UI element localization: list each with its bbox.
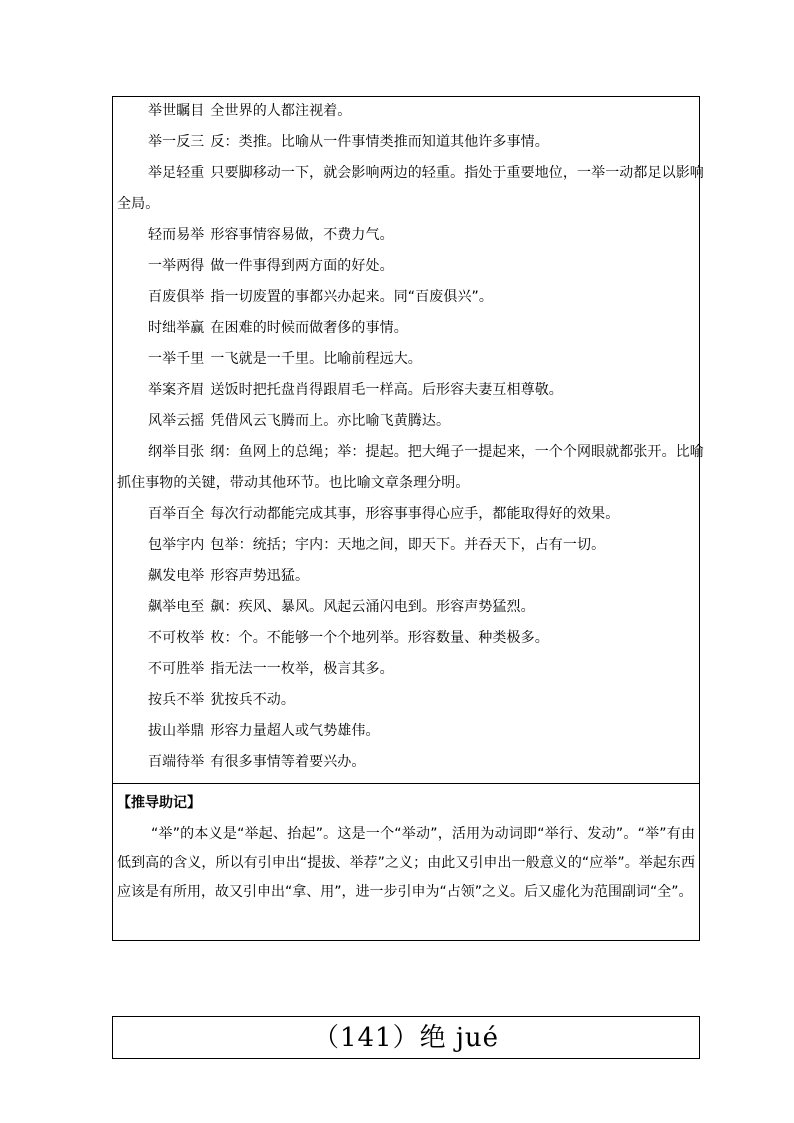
idiom-definition: 指一切废置的事都兴办起来。同“百废俱兴”。 — [210, 289, 494, 305]
character-title-box — [112, 1016, 700, 1059]
note-body: “举”的本义是“举起、抬起”。这是一个“举动”，活用为动词即“举行、发动”。“举”有由低到高的含义，所以有引申出“提拔、举荐”之义；由此又引申出一般意义的“应举”。举起东西应该是有所用，故又引申出“拿、用”，进一步引申为“占领”之义。后又虚化为范围副词“全”。 — [117, 826, 695, 900]
character-title: （141）绝 jué — [312, 1023, 500, 1053]
idiom-term: 飙举电至 — [148, 599, 205, 615]
idiom-term: 百端待举 — [148, 754, 205, 770]
idiom-entry — [117, 685, 695, 716]
idiom-entry — [117, 158, 704, 189]
idiom-definition: 形容力量超人或气势雄伟。 — [210, 723, 380, 739]
idiom-entry — [117, 220, 695, 251]
idiom-term: 不可枚举 — [148, 630, 205, 646]
idiom-definition: 送饭时把托盘肖得跟眉毛一样高。后形容夫妻互相尊敬。 — [210, 382, 563, 398]
idiom-entry — [117, 127, 695, 158]
idiom-term: 风举云摇 — [148, 413, 205, 429]
idiom-entry — [117, 344, 695, 375]
idiom-definition: 一飞就是一千里。比喻前程远大。 — [210, 351, 422, 367]
idiom-entry — [117, 437, 704, 468]
idiom-entry — [117, 375, 695, 406]
idiom-list — [117, 96, 704, 778]
idiom-term: 纲举目张 — [148, 444, 205, 460]
note-heading: 【推导助记】 — [117, 795, 201, 811]
idiom-definition: 全世界的人都注视着。 — [210, 103, 352, 119]
idiom-entry — [117, 592, 695, 623]
idiom-definition: 反：类推。比喻从一件事情类推而知道其他许多事情。 — [210, 134, 549, 150]
idiom-term: 包举宇内 — [148, 537, 205, 553]
idiom-entry — [117, 654, 695, 685]
idiom-term: 百举百全 — [148, 506, 205, 522]
idiom-entry — [117, 406, 695, 437]
idiom-definition: 枚：个。不能够一个个地列举。形容数量、种类极多。 — [210, 630, 549, 646]
idiom-definition: 纲：鱼网上的总绳；举：提起。把大绳子一提起来，一个个网眼就都张开。比喻 — [210, 444, 704, 460]
idiom-definition: 每次行动都能完成其事，形容事事得心应手，都能取得好的效果。 — [210, 506, 620, 522]
idiom-definition: 形容声势迅猛。 — [210, 568, 310, 584]
idiom-term: 不可胜举 — [148, 661, 205, 677]
idiom-term: 一举两得 — [148, 258, 205, 274]
idiom-term: 举一反三 — [148, 134, 205, 150]
idiom-term: 举案齐眉 — [148, 382, 205, 398]
idiom-term: 时绌举赢 — [148, 320, 205, 336]
idiom-entry — [117, 561, 695, 592]
idiom-entry — [117, 313, 695, 344]
idiom-entry — [117, 282, 695, 313]
idiom-entry — [117, 716, 695, 747]
idiom-entry — [117, 499, 695, 530]
idiom-entry — [117, 530, 695, 561]
idiom-entry — [117, 251, 695, 282]
idiom-definition: 形容事情容易做，不费力气。 — [210, 227, 394, 243]
derivation-note-box — [112, 783, 700, 941]
idiom-definition: 犹按兵不动。 — [210, 692, 296, 708]
idiom-definition: 有很多事情等着要兴办。 — [210, 754, 366, 770]
idiom-term: 举足轻重 — [148, 165, 205, 181]
idiom-definition: 在困难的时候而做奢侈的事情。 — [210, 320, 408, 336]
idiom-definition: 只要脚移动一下，就会影响两边的轻重。指处于重要地位，一举一动都足以影响 — [210, 165, 704, 181]
idiom-list-box — [112, 96, 704, 784]
idiom-term: 百废俱举 — [148, 289, 205, 305]
idiom-definition: 凭借风云飞腾而上。亦比喻飞黄腾达。 — [210, 413, 451, 429]
idiom-term: 轻而易举 — [148, 227, 205, 243]
idiom-term: 一举千里 — [148, 351, 205, 367]
idiom-definition-continued: 抓住事物的关键，带动其他环节。也比喻文章条理分明。 — [117, 475, 470, 491]
idiom-definition: 包举：统括；宇内：天地之间，即天下。并吞天下，占有一切。 — [210, 537, 606, 553]
idiom-definition-continued: 全局。 — [117, 196, 160, 212]
idiom-term: 飙发电举 — [148, 568, 205, 584]
idiom-entry — [117, 747, 695, 778]
idiom-entry — [117, 96, 695, 127]
idiom-definition: 指无法一一枚举，极言其多。 — [210, 661, 394, 677]
idiom-definition: 飙：疾风、暴风。风起云涌闪电到。形容声势猛烈。 — [210, 599, 535, 615]
idiom-term: 拔山举鼎 — [148, 723, 205, 739]
idiom-entry — [117, 623, 695, 654]
idiom-definition: 做一件事得到两方面的好处。 — [210, 258, 394, 274]
idiom-term: 举世瞩目 — [148, 103, 205, 119]
idiom-term: 按兵不举 — [148, 692, 205, 708]
